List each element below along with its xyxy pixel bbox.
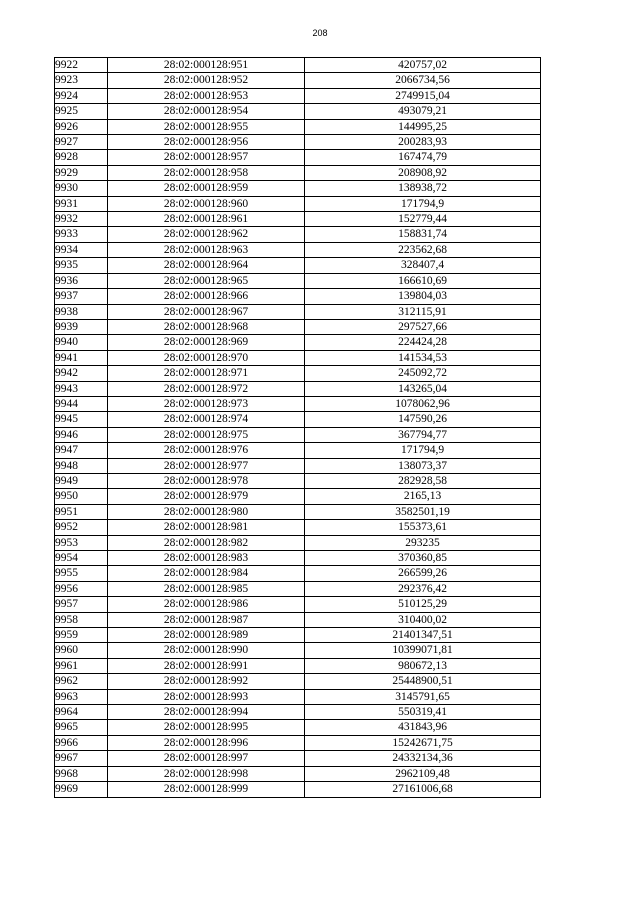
cadastral-number-cell: 28:02:000128:958	[108, 165, 305, 180]
value-cell: 24332134,36	[305, 751, 541, 766]
cadastral-number-cell: 28:02:000128:966	[108, 289, 305, 304]
row-number-cell: 9924	[55, 88, 108, 103]
value-cell: 1078062,96	[305, 396, 541, 411]
cadastral-number-cell: 28:02:000128:980	[108, 504, 305, 519]
value-cell: 2165,13	[305, 489, 541, 504]
value-cell: 367794,77	[305, 427, 541, 442]
row-number-cell: 9942	[55, 366, 108, 381]
table-row	[55, 104, 541, 119]
value-cell: 155373,61	[305, 520, 541, 535]
data-table	[54, 57, 541, 798]
value-cell: 3145791,65	[305, 689, 541, 704]
value-cell: 141534,53	[305, 350, 541, 365]
row-number-cell: 9963	[55, 689, 108, 704]
cadastral-number-cell: 28:02:000128:976	[108, 443, 305, 458]
cadastral-number-cell: 28:02:000128:994	[108, 705, 305, 720]
value-cell: 420757,02	[305, 58, 541, 73]
cadastral-number-cell: 28:02:000128:960	[108, 196, 305, 211]
cadastral-number-cell: 28:02:000128:967	[108, 304, 305, 319]
cadastral-number-cell: 28:02:000128:986	[108, 597, 305, 612]
value-cell: 3582501,19	[305, 504, 541, 519]
value-cell: 510125,29	[305, 597, 541, 612]
cadastral-number-cell: 28:02:000128:951	[108, 58, 305, 73]
row-number-cell: 9956	[55, 581, 108, 596]
cadastral-number-cell: 28:02:000128:970	[108, 350, 305, 365]
row-number-cell: 9962	[55, 674, 108, 689]
table-row	[55, 443, 541, 458]
table-body	[55, 58, 541, 798]
table-row	[55, 674, 541, 689]
cadastral-number-cell: 28:02:000128:952	[108, 73, 305, 88]
cadastral-number-cell: 28:02:000128:987	[108, 612, 305, 627]
value-cell: 200283,93	[305, 135, 541, 150]
row-number-cell: 9969	[55, 782, 108, 797]
value-cell: 166610,69	[305, 273, 541, 288]
value-cell: 266599,26	[305, 566, 541, 581]
cadastral-number-cell: 28:02:000128:991	[108, 658, 305, 673]
cadastral-number-cell: 28:02:000128:992	[108, 674, 305, 689]
table-row	[55, 597, 541, 612]
value-cell: 550319,41	[305, 705, 541, 720]
value-cell: 297527,66	[305, 319, 541, 334]
row-number-cell: 9925	[55, 104, 108, 119]
table-row	[55, 227, 541, 242]
row-number-cell: 9943	[55, 381, 108, 396]
cadastral-number-cell: 28:02:000128:981	[108, 520, 305, 535]
row-number-cell: 9928	[55, 150, 108, 165]
value-cell: 167474,79	[305, 150, 541, 165]
cadastral-number-cell: 28:02:000128:961	[108, 212, 305, 227]
value-cell: 208908,92	[305, 165, 541, 180]
row-number-cell: 9931	[55, 196, 108, 211]
row-number-cell: 9939	[55, 319, 108, 334]
table-row	[55, 551, 541, 566]
row-number-cell: 9934	[55, 242, 108, 257]
value-cell: 312115,91	[305, 304, 541, 319]
value-cell: 431843,96	[305, 720, 541, 735]
value-cell: 328407,4	[305, 258, 541, 273]
cadastral-number-cell: 28:02:000128:969	[108, 335, 305, 350]
cadastral-number-cell: 28:02:000128:977	[108, 458, 305, 473]
row-number-cell: 9964	[55, 705, 108, 720]
value-cell: 493079,21	[305, 104, 541, 119]
table-row	[55, 258, 541, 273]
table-row	[55, 135, 541, 150]
cadastral-number-cell: 28:02:000128:954	[108, 104, 305, 119]
table-row	[55, 181, 541, 196]
cadastral-number-cell: 28:02:000128:996	[108, 735, 305, 750]
cadastral-number-cell: 28:02:000128:959	[108, 181, 305, 196]
value-cell: 980672,13	[305, 658, 541, 673]
table-row	[55, 782, 541, 797]
table-row	[55, 73, 541, 88]
table-row	[55, 612, 541, 627]
row-number-cell: 9967	[55, 751, 108, 766]
row-number-cell: 9926	[55, 119, 108, 134]
row-number-cell: 9965	[55, 720, 108, 735]
cadastral-number-cell: 28:02:000128:978	[108, 473, 305, 488]
value-cell: 2066734,56	[305, 73, 541, 88]
row-number-cell: 9958	[55, 612, 108, 627]
table-row	[55, 735, 541, 750]
table-row	[55, 643, 541, 658]
row-number-cell: 9935	[55, 258, 108, 273]
table-row	[55, 766, 541, 781]
value-cell: 171794,9	[305, 443, 541, 458]
row-number-cell: 9960	[55, 643, 108, 658]
table-row	[55, 150, 541, 165]
row-number-cell: 9948	[55, 458, 108, 473]
table-row	[55, 319, 541, 334]
cadastral-number-cell: 28:02:000128:975	[108, 427, 305, 442]
row-number-cell: 9940	[55, 335, 108, 350]
table-row	[55, 520, 541, 535]
value-cell: 282928,58	[305, 473, 541, 488]
table-row	[55, 396, 541, 411]
row-number-cell: 9945	[55, 412, 108, 427]
table-row	[55, 628, 541, 643]
row-number-cell: 9933	[55, 227, 108, 242]
row-number-cell: 9927	[55, 135, 108, 150]
row-number-cell: 9953	[55, 535, 108, 550]
value-cell: 370360,85	[305, 551, 541, 566]
table-row	[55, 458, 541, 473]
table-row	[55, 566, 541, 581]
table-row	[55, 366, 541, 381]
table-row	[55, 119, 541, 134]
cadastral-number-cell: 28:02:000128:999	[108, 782, 305, 797]
cadastral-number-cell: 28:02:000128:957	[108, 150, 305, 165]
value-cell: 292376,42	[305, 581, 541, 596]
value-cell: 138938,72	[305, 181, 541, 196]
value-cell: 143265,04	[305, 381, 541, 396]
cadastral-number-cell: 28:02:000128:963	[108, 242, 305, 257]
cadastral-number-cell: 28:02:000128:990	[108, 643, 305, 658]
cadastral-number-cell: 28:02:000128:993	[108, 689, 305, 704]
value-cell: 245092,72	[305, 366, 541, 381]
row-number-cell: 9959	[55, 628, 108, 643]
table-row	[55, 165, 541, 180]
value-cell: 138073,37	[305, 458, 541, 473]
table-row	[55, 658, 541, 673]
row-number-cell: 9950	[55, 489, 108, 504]
value-cell: 293235	[305, 535, 541, 550]
cadastral-number-cell: 28:02:000128:953	[108, 88, 305, 103]
table-row	[55, 242, 541, 257]
value-cell: 224424,28	[305, 335, 541, 350]
cadastral-number-cell: 28:02:000128:984	[108, 566, 305, 581]
table-row	[55, 705, 541, 720]
cadastral-number-cell: 28:02:000128:998	[108, 766, 305, 781]
cadastral-number-cell: 28:02:000128:973	[108, 396, 305, 411]
row-number-cell: 9954	[55, 551, 108, 566]
value-cell: 158831,74	[305, 227, 541, 242]
table-row	[55, 689, 541, 704]
table-row	[55, 273, 541, 288]
cadastral-number-cell: 28:02:000128:962	[108, 227, 305, 242]
row-number-cell: 9944	[55, 396, 108, 411]
row-number-cell: 9941	[55, 350, 108, 365]
cadastral-number-cell: 28:02:000128:972	[108, 381, 305, 396]
row-number-cell: 9922	[55, 58, 108, 73]
value-cell: 139804,03	[305, 289, 541, 304]
value-cell: 310400,02	[305, 612, 541, 627]
cadastral-number-cell: 28:02:000128:989	[108, 628, 305, 643]
value-cell: 15242671,75	[305, 735, 541, 750]
cadastral-number-cell: 28:02:000128:983	[108, 551, 305, 566]
value-cell: 10399071,81	[305, 643, 541, 658]
cadastral-number-cell: 28:02:000128:985	[108, 581, 305, 596]
row-number-cell: 9968	[55, 766, 108, 781]
value-cell: 21401347,51	[305, 628, 541, 643]
table-row	[55, 289, 541, 304]
table-row	[55, 581, 541, 596]
cadastral-number-cell: 28:02:000128:974	[108, 412, 305, 427]
cadastral-number-cell: 28:02:000128:997	[108, 751, 305, 766]
row-number-cell: 9923	[55, 73, 108, 88]
table-row	[55, 335, 541, 350]
row-number-cell: 9951	[55, 504, 108, 519]
table-row	[55, 196, 541, 211]
value-cell: 2962109,48	[305, 766, 541, 781]
row-number-cell: 9930	[55, 181, 108, 196]
table-row	[55, 720, 541, 735]
table-row	[55, 88, 541, 103]
table-row	[55, 473, 541, 488]
cadastral-number-cell: 28:02:000128:965	[108, 273, 305, 288]
value-cell: 25448900,51	[305, 674, 541, 689]
value-cell: 147590,26	[305, 412, 541, 427]
row-number-cell: 9952	[55, 520, 108, 535]
table-row	[55, 412, 541, 427]
value-cell: 152779,44	[305, 212, 541, 227]
row-number-cell: 9932	[55, 212, 108, 227]
cadastral-number-cell: 28:02:000128:979	[108, 489, 305, 504]
row-number-cell: 9961	[55, 658, 108, 673]
value-cell: 171794,9	[305, 196, 541, 211]
table-row	[55, 535, 541, 550]
table-row	[55, 350, 541, 365]
table-row	[55, 427, 541, 442]
value-cell: 223562,68	[305, 242, 541, 257]
cadastral-number-cell: 28:02:000128:968	[108, 319, 305, 334]
cadastral-number-cell: 28:02:000128:971	[108, 366, 305, 381]
row-number-cell: 9936	[55, 273, 108, 288]
row-number-cell: 9946	[55, 427, 108, 442]
cadastral-number-cell: 28:02:000128:995	[108, 720, 305, 735]
cadastral-number-cell: 28:02:000128:955	[108, 119, 305, 134]
table-row	[55, 58, 541, 73]
cadastral-number-cell: 28:02:000128:964	[108, 258, 305, 273]
value-cell: 2749915,04	[305, 88, 541, 103]
row-number-cell: 9929	[55, 165, 108, 180]
row-number-cell: 9937	[55, 289, 108, 304]
table-row	[55, 381, 541, 396]
cadastral-number-cell: 28:02:000128:956	[108, 135, 305, 150]
row-number-cell: 9957	[55, 597, 108, 612]
row-number-cell: 9955	[55, 566, 108, 581]
page-number: 208	[312, 28, 328, 38]
row-number-cell: 9947	[55, 443, 108, 458]
table-row	[55, 489, 541, 504]
row-number-cell: 9938	[55, 304, 108, 319]
table-row	[55, 751, 541, 766]
cadastral-number-cell: 28:02:000128:982	[108, 535, 305, 550]
row-number-cell: 9949	[55, 473, 108, 488]
value-cell: 27161006,68	[305, 782, 541, 797]
value-cell: 144995,25	[305, 119, 541, 134]
table-row	[55, 504, 541, 519]
table-row	[55, 304, 541, 319]
row-number-cell: 9966	[55, 735, 108, 750]
table-row	[55, 212, 541, 227]
